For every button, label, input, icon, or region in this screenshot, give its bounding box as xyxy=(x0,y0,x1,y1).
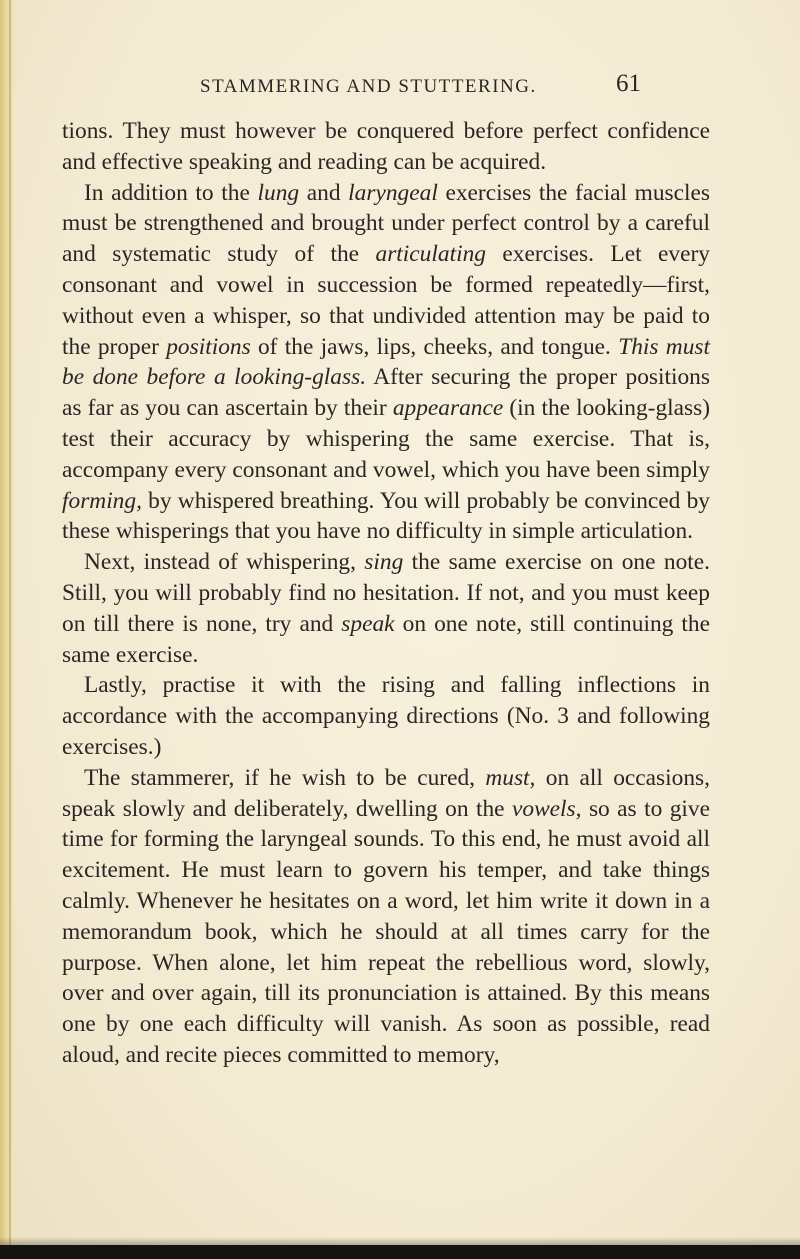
p2-text-c: and xyxy=(299,179,349,206)
p5-italic-must: must, xyxy=(485,764,536,791)
paragraph-4 xyxy=(62,670,710,762)
paragraph-3 xyxy=(62,547,710,670)
p3-text-a: Next, instead of whispering, xyxy=(84,549,365,576)
page-spine-edge xyxy=(0,0,14,1259)
p3-italic-speak: speak xyxy=(341,610,395,637)
p2-text-g: exercises. Let every consonant and vowel in succession be formed repeatedly—first, without even a whisper, so that undivided attention may be paid to the proper xyxy=(62,241,710,360)
p2-text-k: After securing the proper positions as far as you can ascertain by their xyxy=(62,364,710,422)
p3-text-c: the same exercise on one note. Still, you will probably find no hesitation. If not, and you must keep on till there is none, try and xyxy=(62,549,710,637)
p1-text: tions. They must however be conquered before perfect confidence and effective speaking and reading can be acquired. xyxy=(62,118,710,175)
page-bottom-shadow xyxy=(0,1237,800,1245)
p2-italic-forming: forming, xyxy=(62,487,142,514)
paragraph-5 xyxy=(62,763,710,1071)
page-bottom-border xyxy=(0,1245,800,1259)
page-number: 61 xyxy=(616,70,641,97)
p2-italic-articulating: articulating xyxy=(375,241,486,268)
p2-italic-looking-glass: This must be done before a looking-glass. xyxy=(62,333,710,391)
p2-text-i: of the jaws, lips, cheeks, and tongue. xyxy=(250,333,619,360)
p2-italic-positions: positions xyxy=(166,333,251,360)
p5-text-a: The stammerer, if he wish to be cured, xyxy=(84,764,486,791)
p5-italic-vowels: vowels, xyxy=(512,795,582,822)
p2-text-o: by whispered breathing. You will probably be convinced by these whisperings that you have no difficulty in simple articulation. xyxy=(62,487,710,545)
running-title: STAMMERING AND STUTTERING. xyxy=(200,76,537,97)
body-text xyxy=(62,116,710,1071)
p3-italic-sing: sing xyxy=(364,549,404,576)
p2-italic-laryngeal: laryngeal xyxy=(348,179,438,206)
p2-text-m: (in the looking-glass) test their accuracy by whispering the same exercise. That is, accompany every consonant and vowel, which you have been simply xyxy=(62,395,711,483)
p5-text-c: on all occasions, speak slowly and deliberately, dwelling on the xyxy=(62,764,710,822)
p2-text-a: In addition to the xyxy=(84,179,258,206)
p4-text: Lastly, practise it with the rising and falling inflections in accordance with the accompanying directions (No. 3 and following exercises.) xyxy=(62,672,710,760)
paragraph-2 xyxy=(62,178,710,548)
p2-italic-lung: lung xyxy=(257,179,300,206)
spine-fold-line xyxy=(9,0,11,1259)
p2-italic-appearance: appearance xyxy=(392,395,504,422)
paragraph-1 xyxy=(62,116,710,178)
p3-text-e: on one note, still continuing the same exercise. xyxy=(62,610,710,668)
p5-text-e: so as to give time for forming the laryngeal sounds. To this end, he must avoid all excitement. He must learn to govern his temper, and take things calmly. Whenever he hesitates on a word, let him write it down in a memorandum book, which he should at all times carry for the purpose. When alone, let him repeat the rebellious word, slowly, over and over again, till its pronunciation is attained. By this means one by one each difficulty will vanish. As soon as possible, read aloud, and recite pieces committed to memory, xyxy=(62,795,710,1068)
p2-text-e: exercises the facial muscles must be strengthened and brought under perfect control by a careful and systematic study of the xyxy=(62,179,710,268)
